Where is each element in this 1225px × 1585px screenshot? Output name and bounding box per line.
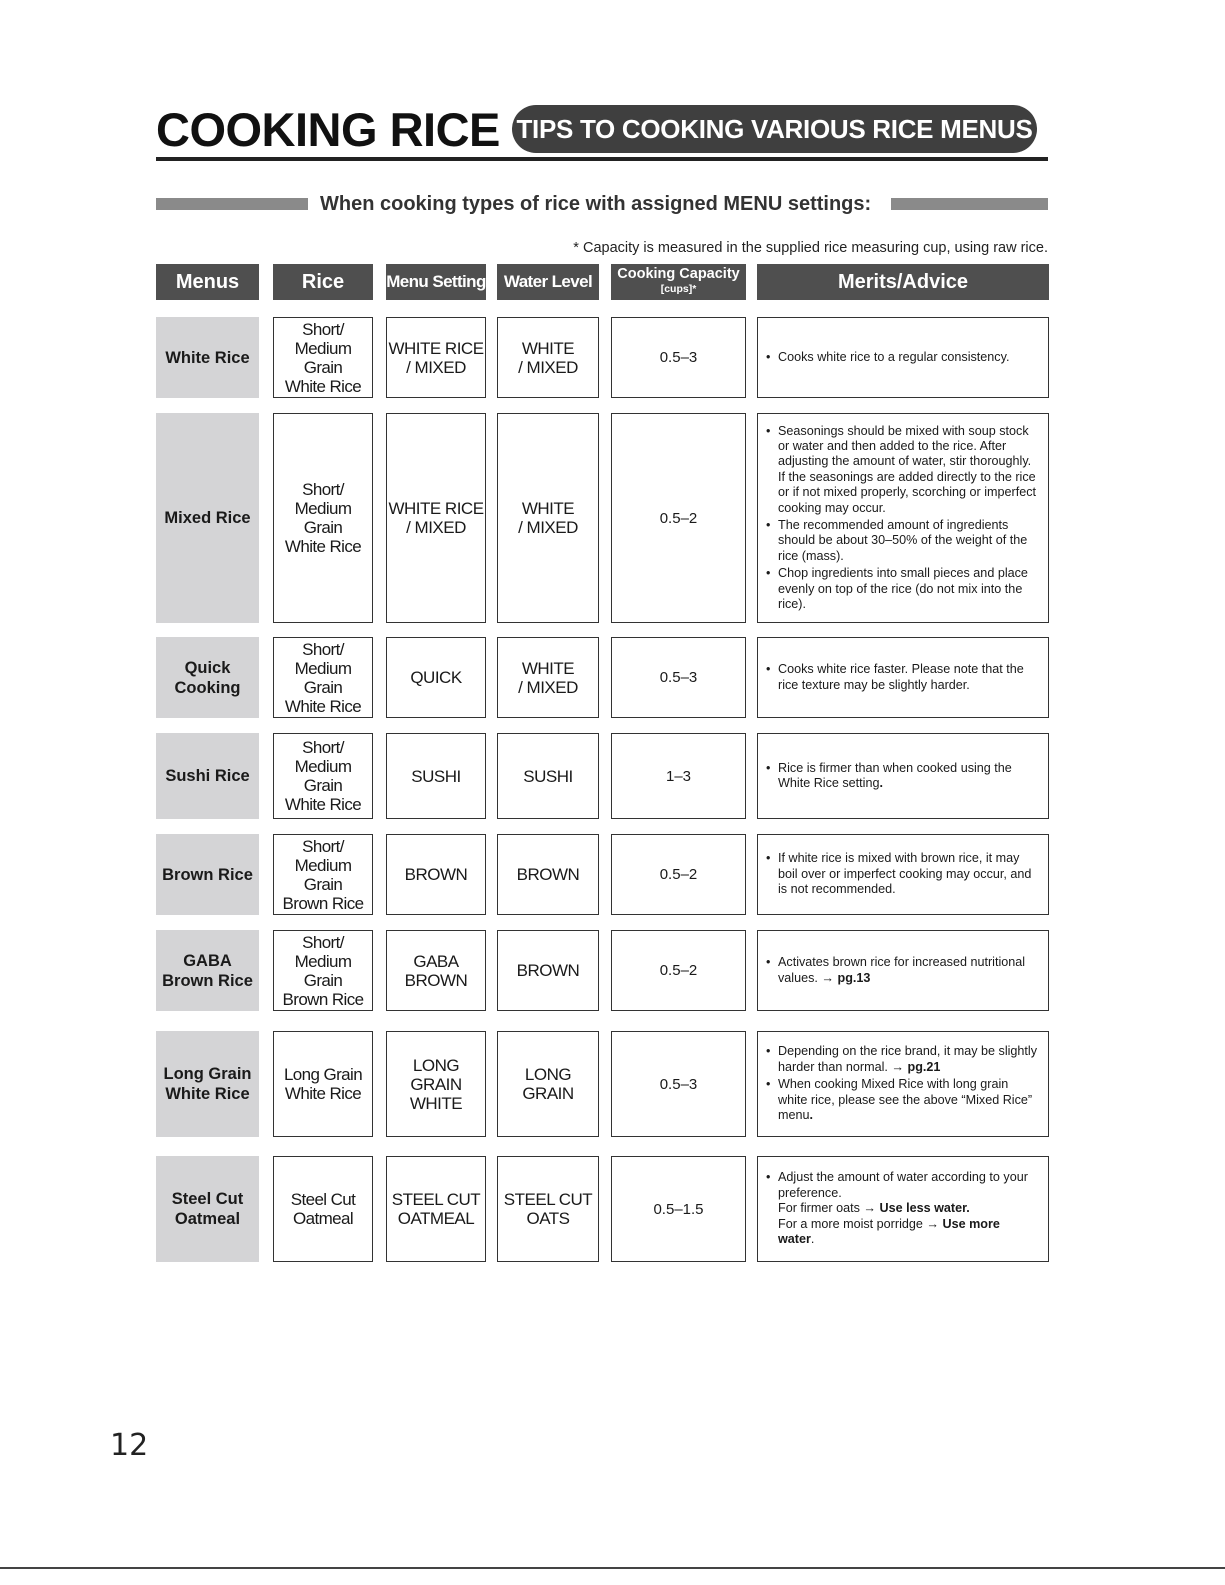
rice-type-cell: Short/ Medium Grain White Rice [273, 733, 373, 819]
menu-name-cell: Brown Rice [156, 834, 259, 915]
page-bottom-rule [0, 1567, 1225, 1569]
rice-type-cell: Short/ Medium Grain Brown Rice [273, 930, 373, 1011]
rice-type-cell: Short/ Medium Grain Brown Rice [273, 834, 373, 915]
advice-item: • Depending on the rice brand, it may be slightly harder than normal. → pg.21 [766, 1044, 1038, 1075]
menu-setting-cell: WHITE RICE / MIXED [386, 317, 486, 398]
cooking-capacity-cell: 0.5–1.5 [611, 1156, 746, 1262]
advice-item: • Cooks white rice to a regular consistency. [766, 350, 1009, 365]
advice-cell [757, 1031, 1049, 1137]
advice-item: • Activates brown rice for increased nutritional values. → pg.13 [766, 955, 1038, 986]
water-level-cell: WHITE / MIXED [497, 413, 599, 623]
advice-list [766, 759, 1038, 794]
rice-type-cell: Steel Cut Oatmeal [273, 1156, 373, 1262]
water-level-cell: WHITE / MIXED [497, 317, 599, 398]
menu-name-cell: White Rice [156, 317, 259, 398]
cooking-capacity-cell: 1–3 [611, 733, 746, 819]
header-water-level: Water Level [497, 264, 599, 300]
menu-setting-cell: GABA BROWN [386, 930, 486, 1011]
advice-cell [757, 1156, 1049, 1262]
header-capacity-unit: [cups]* [660, 283, 697, 295]
water-level-cell: STEEL CUT OATS [497, 1156, 599, 1262]
page-title: COOKING RICE [156, 103, 500, 156]
capacity-note: * Capacity is measured in the supplied rice measuring cup, using raw rice. [573, 240, 1048, 256]
rice-type-cell: Short/ Medium Grain White Rice [273, 637, 373, 718]
header-capacity-label: Cooking Capacity [617, 266, 740, 282]
advice-item: • If white rice is mixed with brown rice, it may boil over or imperfect cooking may occur, and is not recommended. [766, 851, 1038, 897]
water-level-cell: BROWN [497, 834, 599, 915]
section-banner: TIPS TO COOKING VARIOUS RICE MENUS [512, 105, 1037, 153]
menu-setting-cell: WHITE RICE / MIXED [386, 413, 486, 623]
advice-item: • Cooks white rice faster. Please note that the rice texture may be slightly harder. [766, 662, 1038, 693]
menu-name-cell: GABA Brown Rice [156, 930, 259, 1011]
title-underline [156, 157, 1048, 161]
menu-name-cell: Quick Cooking [156, 637, 259, 718]
advice-item: • Seasonings should be mixed with soup stock or water and then added to the rice. After adjusting the amount of water, stir thoroughly. If the seasonings are added directly to the rice or if not mixed properly, scorching or imperfect cooking may occur. [766, 424, 1038, 516]
advice-cell [757, 413, 1049, 623]
water-level-cell: WHITE / MIXED [497, 637, 599, 718]
advice-item: • When cooking Mixed Rice with long grain white rice, please see the above “Mixed Rice” menu. [766, 1077, 1038, 1123]
advice-cell [757, 733, 1049, 819]
header-menu-setting: Menu Setting [386, 264, 486, 300]
advice-list [766, 422, 1038, 615]
cooking-capacity-cell: 0.5–2 [611, 413, 746, 623]
advice-list [766, 849, 1038, 899]
cooking-capacity-cell: 0.5–2 [611, 930, 746, 1011]
water-level-cell: LONG GRAIN [497, 1031, 599, 1137]
advice-list [766, 1168, 1038, 1249]
subheading-bar-right [891, 198, 1048, 210]
advice-list [766, 953, 1038, 988]
header-rice: Rice [273, 264, 373, 300]
menu-name-cell: Mixed Rice [156, 413, 259, 623]
water-level-cell: BROWN [497, 930, 599, 1011]
advice-list [766, 660, 1038, 695]
menu-name-cell: Steel Cut Oatmeal [156, 1156, 259, 1262]
rice-type-cell: Long Grain White Rice [273, 1031, 373, 1137]
menu-setting-cell: LONG GRAIN WHITE [386, 1031, 486, 1137]
cooking-capacity-cell: 0.5–3 [611, 317, 746, 398]
advice-list [766, 348, 1009, 367]
subheading: When cooking types of rice with assigned MENU settings: [320, 193, 872, 215]
menu-setting-cell: SUSHI [386, 733, 486, 819]
cooking-capacity-cell: 0.5–2 [611, 834, 746, 915]
menu-setting-cell: STEEL CUT OATMEAL [386, 1156, 486, 1262]
menu-setting-cell: BROWN [386, 834, 486, 915]
page-number: 12 [110, 1428, 149, 1463]
advice-item: • Chop ingredients into small pieces and place evenly on top of the rice (do not mix into the rice). [766, 566, 1038, 612]
header-merits-advice: Merits/Advice [757, 264, 1049, 300]
cooking-capacity-cell: 0.5–3 [611, 1031, 746, 1137]
advice-cell [757, 930, 1049, 1011]
advice-item: • Adjust the amount of water according to your preference. For firmer oats → Use less water. For a more moist porridge → Use more water. [766, 1170, 1038, 1247]
rice-type-cell: Short/ Medium Grain White Rice [273, 317, 373, 398]
advice-cell [757, 317, 1049, 398]
menu-setting-cell: QUICK [386, 637, 486, 718]
advice-cell [757, 834, 1049, 915]
water-level-cell: SUSHI [497, 733, 599, 819]
header-menus: Menus [156, 264, 259, 300]
advice-item: • The recommended amount of ingredients should be about 30–50% of the weight of the rice (mass). [766, 518, 1038, 564]
advice-cell [757, 637, 1049, 718]
advice-item: • Rice is firmer than when cooked using the White Rice setting. [766, 761, 1038, 792]
menu-name-cell: Sushi Rice [156, 733, 259, 819]
advice-list [766, 1042, 1038, 1125]
menu-name-cell: Long Grain White Rice [156, 1031, 259, 1137]
subheading-bar-left [156, 198, 308, 210]
header-cooking-capacity [611, 264, 746, 300]
rice-type-cell: Short/ Medium Grain White Rice [273, 413, 373, 623]
cooking-capacity-cell: 0.5–3 [611, 637, 746, 718]
